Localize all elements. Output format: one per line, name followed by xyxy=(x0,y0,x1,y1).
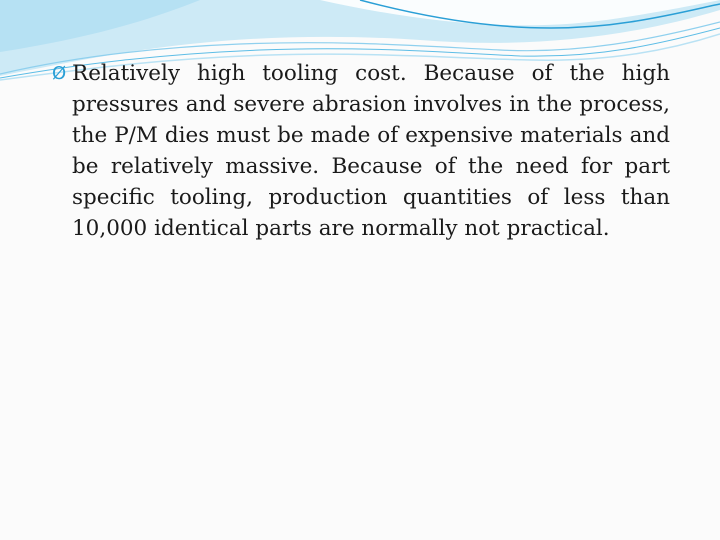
bullet-item xyxy=(52,58,670,244)
slide-body xyxy=(52,58,670,244)
bullet-text: Relatively high tooling cost. Because of the high pressures and severe abrasion involves in the process, the P/M dies must be made of expensive materials and be relatively massive. Because of the need for part specific tooling, production quantities of less than 10,000 identical parts are normally not practical. xyxy=(72,61,670,241)
arrow-check-bullet-icon: Ø xyxy=(52,63,67,84)
